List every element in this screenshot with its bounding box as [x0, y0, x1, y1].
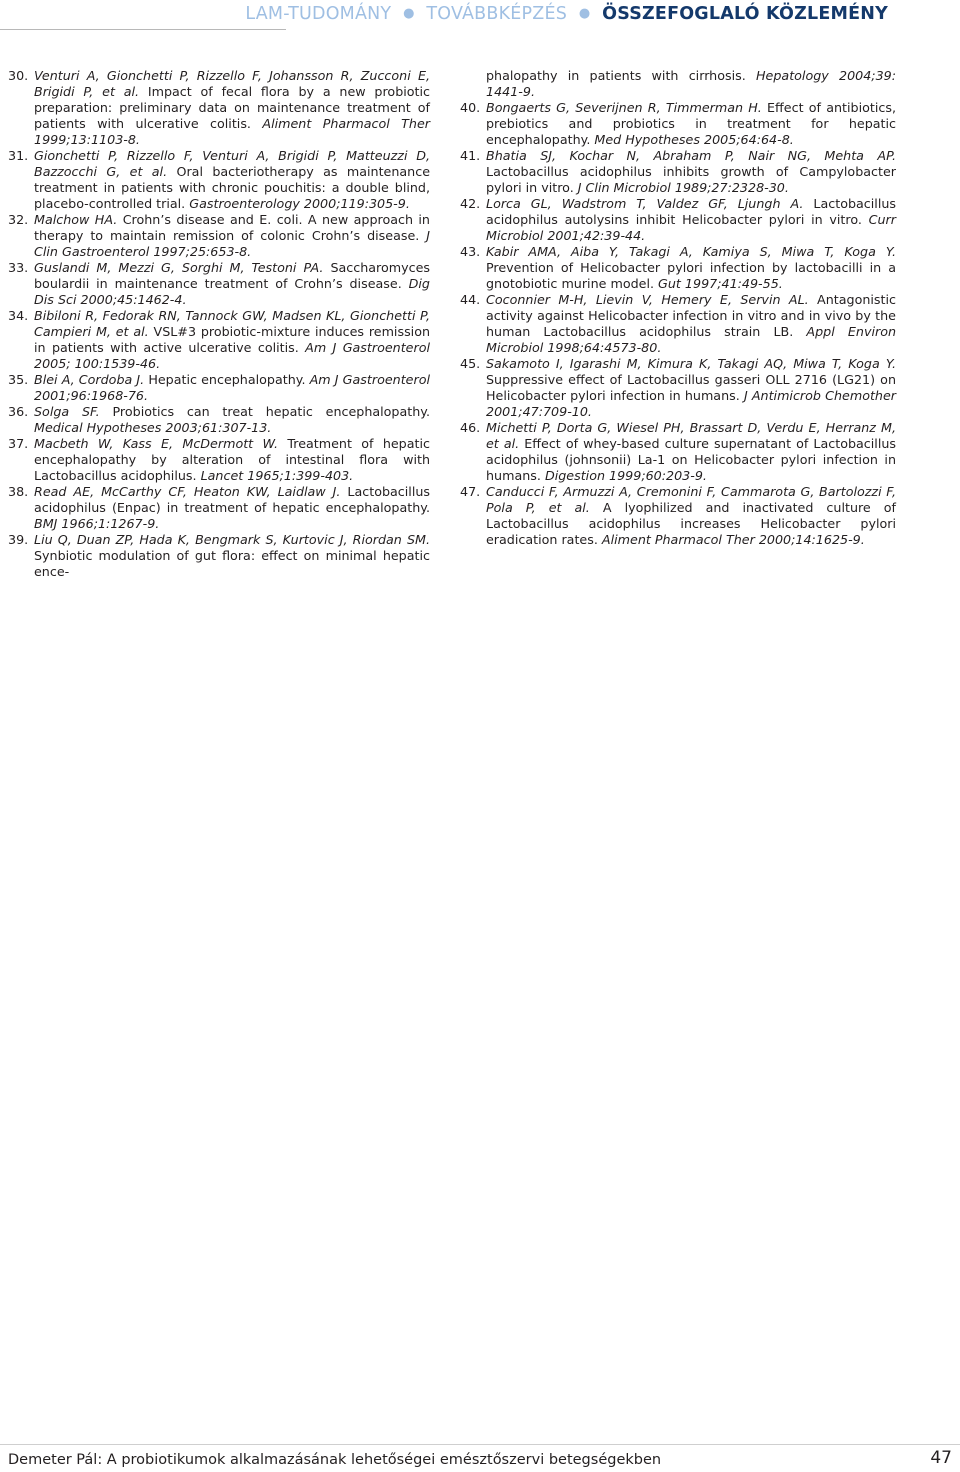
reference-item — [460, 292, 896, 356]
reference-item — [8, 212, 430, 260]
reference-column-left — [8, 68, 430, 580]
reference-title: Effect of antibiotics, prebiotics and probiotics in treatment for hepatic encephalopathy. — [486, 100, 896, 147]
reference-authors: Sakamoto I, Igarashi M, Kimura K, Takagi AQ, Miwa T, Koga Y. — [486, 356, 896, 371]
reference-authors: Venturi A, Gionchetti P, Rizzello F, Johansson R, Zucconi E, Brigidi P, et al. — [34, 68, 430, 99]
reference-item — [460, 420, 896, 484]
header-section-1: LAM-TUDOMÁNY — [245, 4, 392, 24]
reference-title: Treatment of hepatic encephalopathy by alteration of intestinal flora with Lactobacillus acidophilus. — [34, 436, 430, 483]
reference-authors: Bhatia SJ, Kochar N, Abraham P, Nair NG, Mehta AP. — [486, 148, 896, 163]
reference-title: A lyophilized and inactivated culture of Lactobacillus acidophilus increases Helicobacter pylori eradication rates. — [486, 500, 896, 547]
reference-number: 31. — [8, 148, 29, 163]
reference-authors: Bibiloni R, Fedorak RN, Tannock GW, Madsen KL, Gionchetti P, Campieri M, et al. — [34, 308, 430, 339]
reference-authors: Liu Q, Duan ZP, Hada K, Bengmark S, Kurtovic J, Riordan SM. — [34, 532, 430, 547]
reference-source: Appl Environ Microbiol 1998;64:4573-80. — [486, 324, 896, 355]
reference-item — [460, 484, 896, 548]
reference-item — [8, 436, 430, 484]
reference-item — [8, 148, 430, 212]
bullet-icon: ● — [578, 6, 591, 21]
reference-source: Am J Gastroenterol 2001;96:1968-76. — [34, 372, 430, 403]
reference-number: 44. — [460, 292, 481, 307]
reference-authors: Solga SF. — [34, 404, 100, 419]
footer-rule — [0, 1444, 960, 1445]
reference-number: 42. — [460, 196, 481, 211]
reference-source: Lancet 1965;1:399-403. — [196, 468, 354, 483]
header-section-2: TOVÁBBKÉPZÉS — [426, 4, 568, 24]
reference-title: VSL#3 probiotic-mixture induces remission in patients with active ulcerative colitis. — [34, 324, 431, 355]
reference-source: Med Hypotheses 2005;64:64-8. — [590, 132, 794, 147]
reference-item — [460, 148, 896, 196]
reference-item — [460, 68, 896, 100]
reference-item — [460, 100, 896, 148]
footer-article-title: Demeter Pál: A probiotikumok alkalmazásának lehetőségei emésztőszervi betegségekben — [8, 1452, 662, 1468]
reference-authors: Canducci F, Armuzzi A, Cremonini F, Cammarota G, Bartolozzi F, Pola P, et al. — [486, 484, 896, 515]
reference-source: Gastroenterology 2000;119:305-9. — [185, 196, 410, 211]
reference-number: 35. — [8, 372, 29, 387]
reference-number: 43. — [460, 244, 481, 259]
reference-title: Synbiotic modulation of gut flora: effect on minimal hepatic ence- — [34, 548, 430, 579]
reference-number: 37. — [8, 436, 29, 451]
reference-source: J Clin Gastroenterol 1997;25:653-8. — [34, 228, 430, 259]
reference-authors: Kabir AMA, Aiba Y, Takagi A, Kamiya S, Miwa T, Koga Y. — [486, 244, 896, 259]
reference-number: 36. — [8, 404, 29, 419]
reference-title: Hepatic encephalopathy. — [144, 372, 306, 387]
reference-title: Probiotics can treat hepatic encephalopathy. — [99, 404, 430, 419]
reference-title: Prevention of Helicobacter pylori infection by lactobacilli in a gnotobiotic murine model. — [486, 260, 896, 291]
reference-authors: Coconnier M-H, Lievin V, Hemery E, Servin AL. — [486, 292, 809, 307]
reference-authors: Read AE, McCarthy CF, Heaton KW, Laidlaw J. — [34, 484, 341, 499]
reference-title: Saccharomyces boulardii in maintenance treatment of Crohn’s disease. — [34, 260, 431, 291]
reference-source: Dig Dis Sci 2000;45:1462-4. — [34, 276, 430, 307]
reference-item — [8, 68, 430, 148]
reference-title: Lactobacillus acidophilus inhibits growth of Campylobacter pylori in vitro. — [486, 164, 896, 195]
reference-item — [8, 260, 430, 308]
reference-number: 32. — [8, 212, 29, 227]
reference-number: 40. — [460, 100, 481, 115]
reference-title: Antagonistic activity against Helicobacter infection in vitro and in vivo by the human Lactobacillus acidophilus strain LB. — [486, 292, 896, 339]
reference-item — [460, 244, 896, 292]
reference-source: Medical Hypotheses 2003;61:307-13. — [34, 420, 272, 435]
reference-number: 46. — [460, 420, 481, 435]
reference-source: BMJ 1966;1:1267-9. — [34, 516, 160, 531]
reference-number: 41. — [460, 148, 481, 163]
reference-item — [8, 372, 430, 404]
page-number: 47 — [930, 1448, 952, 1468]
header-article-type: ÖSSZEFOGLALÓ KÖZLEMÉNY — [602, 4, 888, 24]
reference-item — [8, 404, 430, 436]
reference-authors: Blei A, Cordoba J. — [34, 372, 145, 387]
reference-item — [460, 196, 896, 244]
reference-source: Curr Microbiol 2001;42:39-44. — [486, 212, 896, 243]
reference-number: 39. — [8, 532, 29, 547]
reference-authors: Macbeth W, Kass E, McDermott W. — [34, 436, 279, 451]
reference-title: Suppressive effect of Lactobacillus gasseri OLL 2716 (LG21) on Helicobacter pylori infection in humans. — [486, 372, 896, 403]
reference-title: Oral bacteriotherapy as maintenance treatment in patients with chronic pouchitis: a double blind, placebo-controlled trial. — [34, 164, 431, 211]
reference-title: Impact of fecal flora by a new probiotic preparation: preliminary data on maintenance treatment of patients with ulcerative colitis. — [34, 84, 431, 131]
reference-title: phalopathy in patients with cirrhosis. — [486, 68, 746, 83]
reference-title: Crohn’s disease and E. coli. A new approach in therapy to maintain remission of colonic Crohn’s disease. — [34, 212, 430, 243]
reference-authors: Lorca GL, Wadstrom T, Valdez GF, Ljungh A. — [486, 196, 804, 211]
reference-column-right — [460, 68, 896, 548]
reference-authors: Guslandi M, Mezzi G, Sorghi M, Testoni PA. — [34, 260, 324, 275]
reference-source: Hepatology 2004;39: 1441-9. — [486, 68, 896, 99]
reference-authors: Malchow HA. — [34, 212, 118, 227]
reference-authors: Bongaerts G, Severijnen R, Timmerman H. — [486, 100, 762, 115]
reference-source: Aliment Pharmacol Ther 1999;13:1103-8. — [34, 116, 430, 147]
reference-item — [8, 484, 430, 532]
reference-number: 34. — [8, 308, 29, 323]
reference-source: Gut 1997;41:49-55. — [654, 276, 783, 291]
reference-item — [8, 532, 430, 580]
reference-number: 30. — [8, 68, 29, 83]
reference-item — [460, 356, 896, 420]
reference-number: 47. — [460, 484, 481, 499]
header-rule — [0, 29, 286, 30]
reference-source: J Antimicrob Chemother 2001;47:709-10. — [486, 388, 896, 419]
reference-number: 33. — [8, 260, 29, 275]
reference-number: 38. — [8, 484, 29, 499]
reference-title: Lactobacillus acidophilus autolysins inhibit Helicobacter pylori in vitro. — [486, 196, 896, 227]
reference-item — [8, 308, 430, 372]
reference-number: 45. — [460, 356, 481, 371]
reference-title: Lactobacillus acidophilus (Enpac) in treatment of hepatic encephalopathy. — [34, 484, 430, 515]
reference-authors: Gionchetti P, Rizzello F, Venturi A, Brigidi P, Matteuzzi D, Bazzocchi G, et al. — [34, 148, 430, 179]
reference-source: Am J Gastroenterol 2005; 100:1539-46. — [34, 340, 430, 371]
reference-source: Digestion 1999;60:203-9. — [540, 468, 707, 483]
reference-title: Effect of whey-based culture supernatant of Lactobacillus acidophilus (johnsonii) La-1 on Helicobacter pylori infection in humans. — [486, 436, 896, 483]
bullet-icon: ● — [403, 6, 415, 21]
reference-source: J Clin Microbiol 1989;27:2328-30. — [573, 180, 789, 195]
running-header — [245, 4, 888, 28]
reference-source: Aliment Pharmacol Ther 2000;14:1625-9. — [597, 532, 865, 547]
reference-authors: Michetti P, Dorta G, Wiesel PH, Brassart D, Verdu E, Herranz M, et al. — [486, 420, 896, 451]
